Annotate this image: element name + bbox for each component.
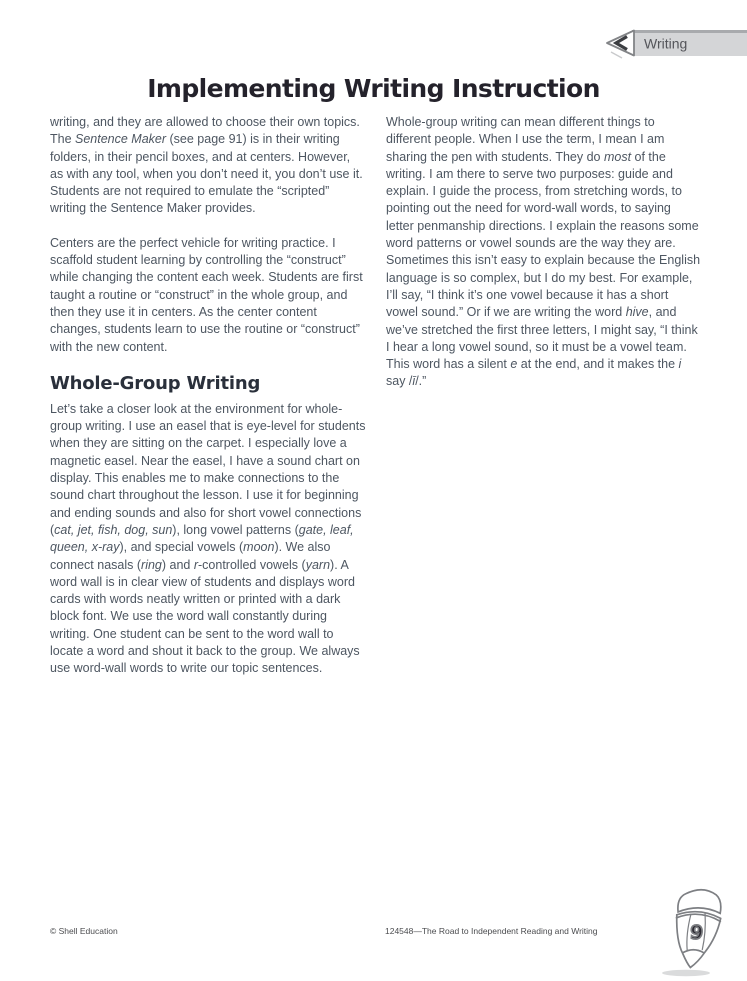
body-paragraph: Let’s take a closer look at the environment for whole-group writing. I use an easel that is eye-level for students when they are sitting on the carpet. I especially love a magnetic easel. Near the easel, I have a sound chart on display. This enables me to make connections to the sound chart throughout the lesson. I use it for beginning and ending sounds and also for short vowel connections (cat, jet, fish, dog, sun), long vowel patterns (gate, leaf, queen, x-ray), and special vowels (moon). We also connect nasals (ring) and r-controlled vowels (yarn). A word wall is in clear view of students and displays word cards with words neatly written or printed with a dark block font. We use the word wall constantly during writing. One student can be sent to the word wall to locate a word and shout it back to the group. We always use word-wall words to write our topic sentences. [50, 401, 366, 676]
writing-section-tab [604, 27, 747, 59]
pencil-stub-icon [652, 883, 744, 979]
tab-label: Writing [644, 35, 688, 52]
page-title: Implementing Writing Instruction [147, 74, 600, 103]
body-paragraph: writing, and they are allowed to choose their own topics. The Sentence Maker (see page 91) is in their writing folders, in their pencil boxes, and at centers. However, as with any tool, when you don’t need it, you don’t use it. Students are not required to emulate the “scripted” writing the Sentence Maker provides. [50, 115, 363, 216]
page-number: 9 [688, 921, 705, 945]
footer-copyright: © Shell Education [50, 926, 118, 936]
pencil-drawing [671, 887, 723, 970]
section-heading: Whole-Group Writing [50, 372, 261, 394]
article-body [50, 114, 702, 695]
pencil-shadow [662, 970, 710, 976]
tab-tip-shadow [611, 52, 622, 58]
pencil-tip-shape [607, 31, 634, 56]
footer-book-id: 124548—The Road to Independent Reading and Writing [385, 926, 598, 936]
body-paragraph: Centers are the perfect vehicle for writing practice. I scaffold student learning by controlling the “construct” while changing the content each week. Students are first taught a routine or “construct” in the whole group, and then they use it in centers. As the center content changes, students learn to use the routine or “construct” with the new content. [50, 235, 363, 354]
right-column [386, 114, 702, 695]
body-paragraph: Whole-group writing can mean different things to different people. When I use the term, I mean I am sharing the pen with students. They do most of the writing. I am there to serve two purposes: guide and explain. I guide the process, from stretching words, to pointing out the need for word-wall words, to saying letter penmanship directions. I explain the reasons some word patterns or vowel sounds are the way they are. Sometimes this isn’t easy to explain because the English language is so complex, but I do my best. For example, I’ll say, “I think it’s one vowel because it has a short vowel sound.” Or if we are writing the word hive, and we’ve stretched the first three letters, I might say, “I think I hear a long vowel sound, so it must be a vowel team. This word has a silent e at the end, and it makes the i say /ī/.” [386, 115, 701, 389]
left-column [50, 114, 366, 695]
